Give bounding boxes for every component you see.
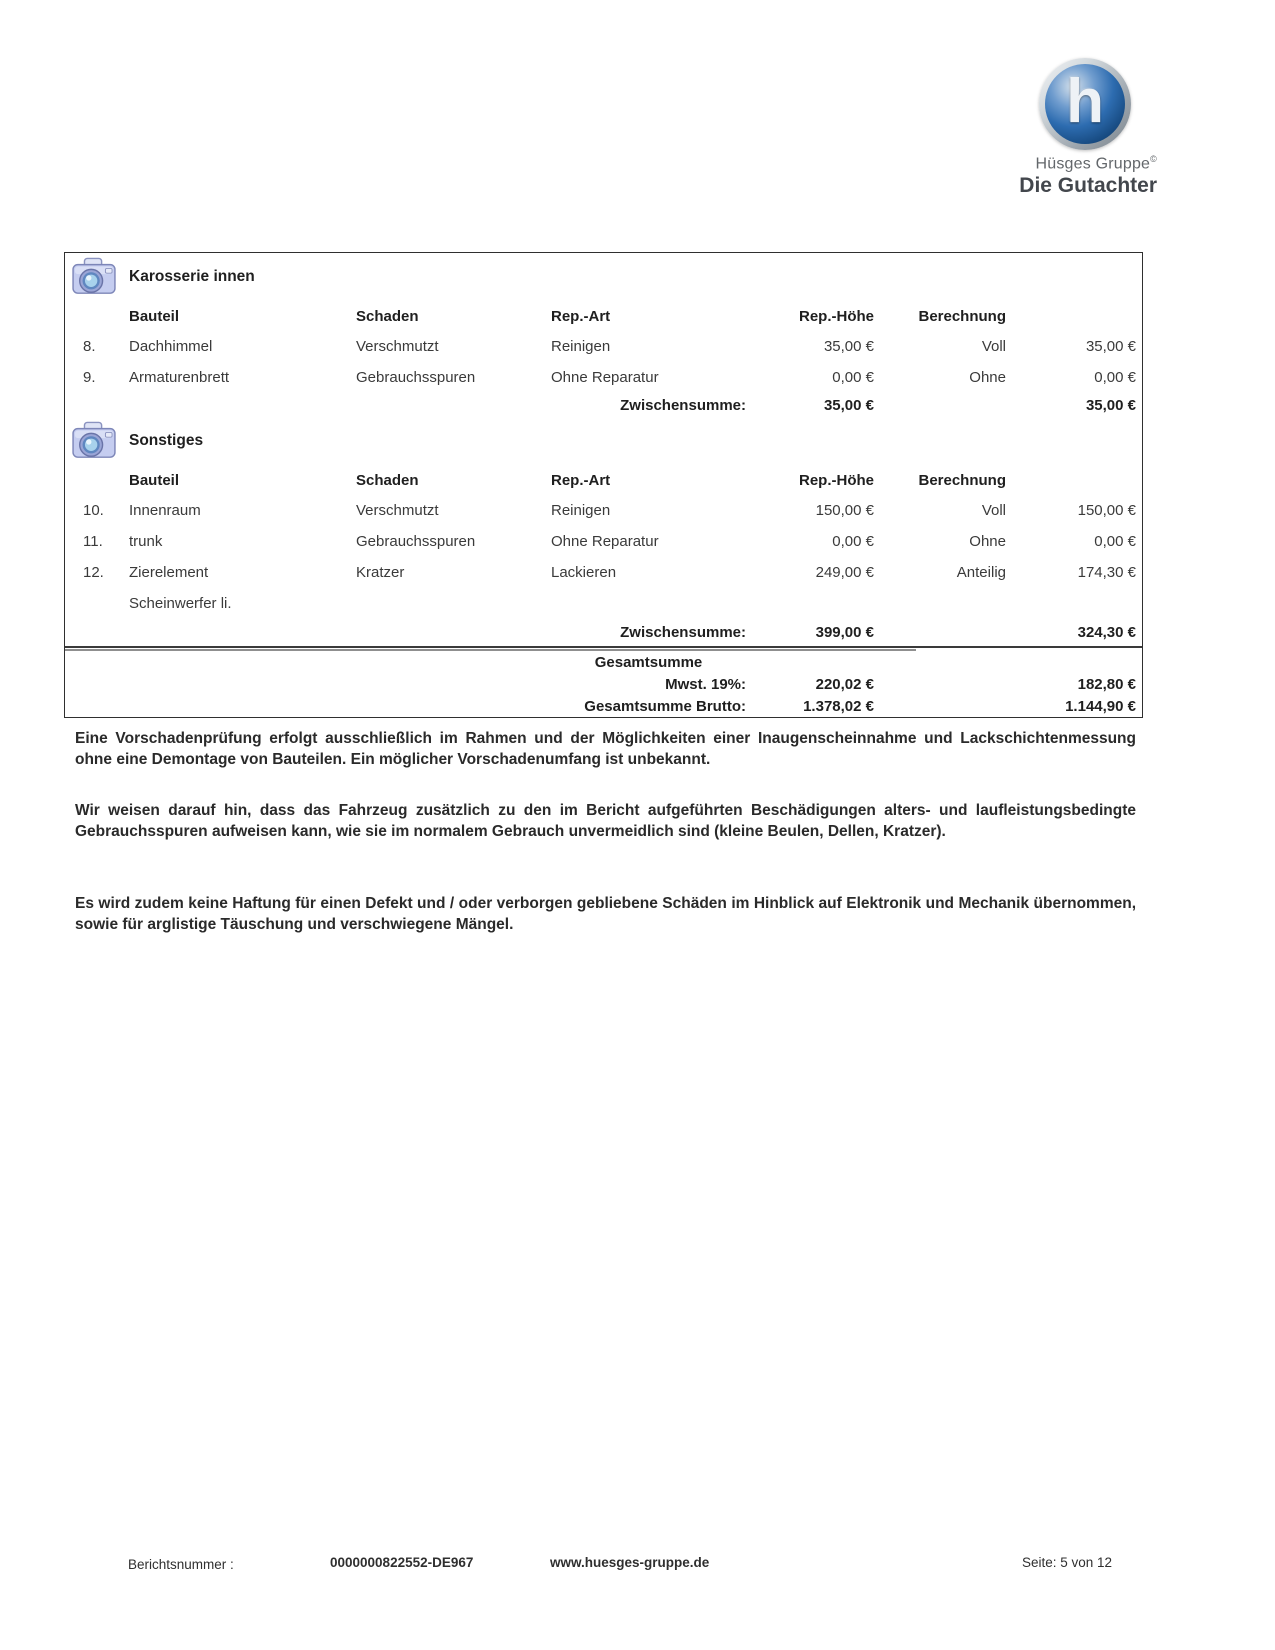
cell-rep-art: Lackieren <box>551 564 617 581</box>
cell-berechnung: Ohne <box>969 533 1006 550</box>
trademark-symbol: © <box>1150 154 1157 164</box>
col-rep-art: Rep.-Art <box>551 307 611 325</box>
gross-total-rep-hoehe: 1.378,02 € <box>803 697 874 715</box>
camera-icon <box>71 421 117 461</box>
table-row-continuation <box>65 588 1142 619</box>
cell-bauteil: Zierelement <box>129 564 209 581</box>
table-column-header-row <box>65 301 1142 331</box>
page-footer <box>0 1553 1275 1577</box>
vat-rep-hoehe: 220,02 € <box>815 675 874 693</box>
col-bauteil: Bauteil <box>129 307 180 325</box>
page-indicator: Seite: 5 von 12 <box>1022 1555 1113 1570</box>
website-text: www.huesges-gruppe.de <box>550 1555 710 1570</box>
col-rep-hoehe: Rep.-Höhe <box>799 471 874 489</box>
cell-bauteil: trunk <box>129 533 163 550</box>
cell-betrag: 35,00 € <box>1085 338 1136 355</box>
row-number: 12. <box>83 564 104 581</box>
cell-bauteil: Armaturenbrett <box>129 369 230 386</box>
vat-betrag: 182,80 € <box>1077 675 1136 693</box>
col-berechnung: Berechnung <box>918 471 1006 489</box>
cell-rep-art: Reinigen <box>551 338 611 355</box>
cell-berechnung: Ohne <box>969 369 1006 386</box>
table-row <box>65 331 1142 362</box>
logo-sphere <box>1045 64 1125 144</box>
gross-total-betrag: 1.144,90 € <box>1065 697 1136 715</box>
cell-schaden: Verschmutzt <box>356 502 439 519</box>
cell-rep-art: Ohne Reparatur <box>551 533 659 550</box>
cell-betrag: 174,30 € <box>1077 564 1136 581</box>
cell-berechnung: Voll <box>981 502 1006 519</box>
row-number: 11. <box>83 533 103 550</box>
row-number: 10. <box>83 502 104 519</box>
cell-rep-hoehe: 0,00 € <box>832 369 874 386</box>
disclaimer-paragraph-3: Es wird zudem keine Haftung für einen Defekt und / oder verborgen gebliebene Schäden im Hinblick auf Elektronik und Mechanik übernommen, sowie für arglistige Täuschung und verschwiegene Mängel. <box>75 895 1136 933</box>
subtotal-label: Zwischensumme: <box>620 396 746 414</box>
cell-berechnung: Anteilig <box>956 564 1006 581</box>
logo-letter: h <box>1066 67 1104 136</box>
col-schaden: Schaden <box>356 471 419 489</box>
subtotal-betrag: 35,00 € <box>1085 396 1136 414</box>
cell-schaden: Kratzer <box>356 564 405 581</box>
logo-company-text: Hüsges Gruppe <box>1035 155 1151 173</box>
cell-rep-hoehe: 150,00 € <box>815 502 874 519</box>
col-berechnung: Berechnung <box>918 307 1006 325</box>
col-schaden: Schaden <box>356 307 419 325</box>
section-header-karosserie-innen <box>65 253 1142 301</box>
cell-betrag: 0,00 € <box>1094 533 1136 550</box>
camera-icon <box>71 257 117 297</box>
subtotal-rep-hoehe: 399,00 € <box>815 623 874 641</box>
cell-schaden: Gebrauchsspuren <box>356 533 476 550</box>
disclaimer-paragraph-1: Eine Vorschadenprüfung erfolgt ausschließlich im Rahmen und der Möglichkeiten einer Inaugenscheinnahme und Lackschichtenmessung ohne eine Demontage von Bauteilen. Ein möglicher Vorschadenumfang ist unbekannt. <box>75 730 1136 768</box>
grand-total-title: Gesamtsumme <box>594 653 703 671</box>
cell-rep-hoehe: 249,00 € <box>815 564 874 581</box>
gross-total-row <box>65 695 1142 717</box>
table-row <box>65 362 1142 393</box>
cell-bauteil: Innenraum <box>129 502 201 519</box>
section-title: Karosserie innen <box>129 268 255 285</box>
report-number-value: 0000000822552-DE967 <box>330 1555 474 1570</box>
row-number: 8. <box>83 338 96 355</box>
cell-rep-art: Ohne Reparatur <box>551 369 659 386</box>
col-rep-hoehe: Rep.-Höhe <box>799 307 874 325</box>
gross-total-label: Gesamtsumme Brutto: <box>584 697 746 715</box>
separator-line-dark <box>65 646 1142 648</box>
section-title: Sonstiges <box>129 432 204 449</box>
cell-rep-hoehe: 35,00 € <box>823 338 874 355</box>
subtotal-label: Zwischensumme: <box>620 623 746 641</box>
table-column-header-row <box>65 465 1142 495</box>
report-number-label: Berichtsnummer : <box>128 1557 234 1572</box>
col-rep-art: Rep.-Art <box>551 471 611 489</box>
subtotal-rep-hoehe: 35,00 € <box>823 396 874 414</box>
damage-table <box>64 252 1143 718</box>
vat-row <box>65 673 1142 695</box>
row-number: 9. <box>83 369 96 386</box>
table-row <box>65 526 1142 557</box>
col-bauteil: Bauteil <box>129 471 180 489</box>
cell-rep-art: Reinigen <box>551 502 611 519</box>
section-header-sonstiges <box>65 417 1142 465</box>
logo-icon <box>1039 58 1131 150</box>
cell-berechnung: Voll <box>981 338 1006 355</box>
cell-rep-hoehe: 0,00 € <box>832 533 874 550</box>
cell-bauteil: Dachhimmel <box>129 338 213 355</box>
subtotal-betrag: 324,30 € <box>1077 623 1136 641</box>
vat-label: Mwst. 19%: <box>665 675 746 693</box>
cell-schaden: Gebrauchsspuren <box>356 369 476 386</box>
table-row <box>65 495 1142 526</box>
grand-total-title-row <box>65 651 1142 673</box>
table-row <box>65 557 1142 588</box>
cell-betrag: 0,00 € <box>1094 369 1136 386</box>
subtotal-row <box>65 393 1142 417</box>
logo <box>987 58 1157 198</box>
subtotal-row <box>65 619 1142 645</box>
cell-schaden: Verschmutzt <box>356 338 439 355</box>
logo-tagline: Die Gutachter <box>1019 174 1157 198</box>
cell-betrag: 150,00 € <box>1077 502 1136 519</box>
cell-bauteil-line2: Scheinwerfer li. <box>129 595 232 612</box>
logo-company-name <box>987 154 1157 173</box>
disclaimer-paragraph-2: Wir weisen darauf hin, dass das Fahrzeug zusätzlich zu den im Bericht aufgeführten Beschädigungen alters- und laufleistungsbedingte Gebrauchsspuren aufweisen kann, wie sie im normalem Gebrauch unvermeidlich sind (kleine Beulen, Dellen, Kratzer). <box>75 802 1136 840</box>
